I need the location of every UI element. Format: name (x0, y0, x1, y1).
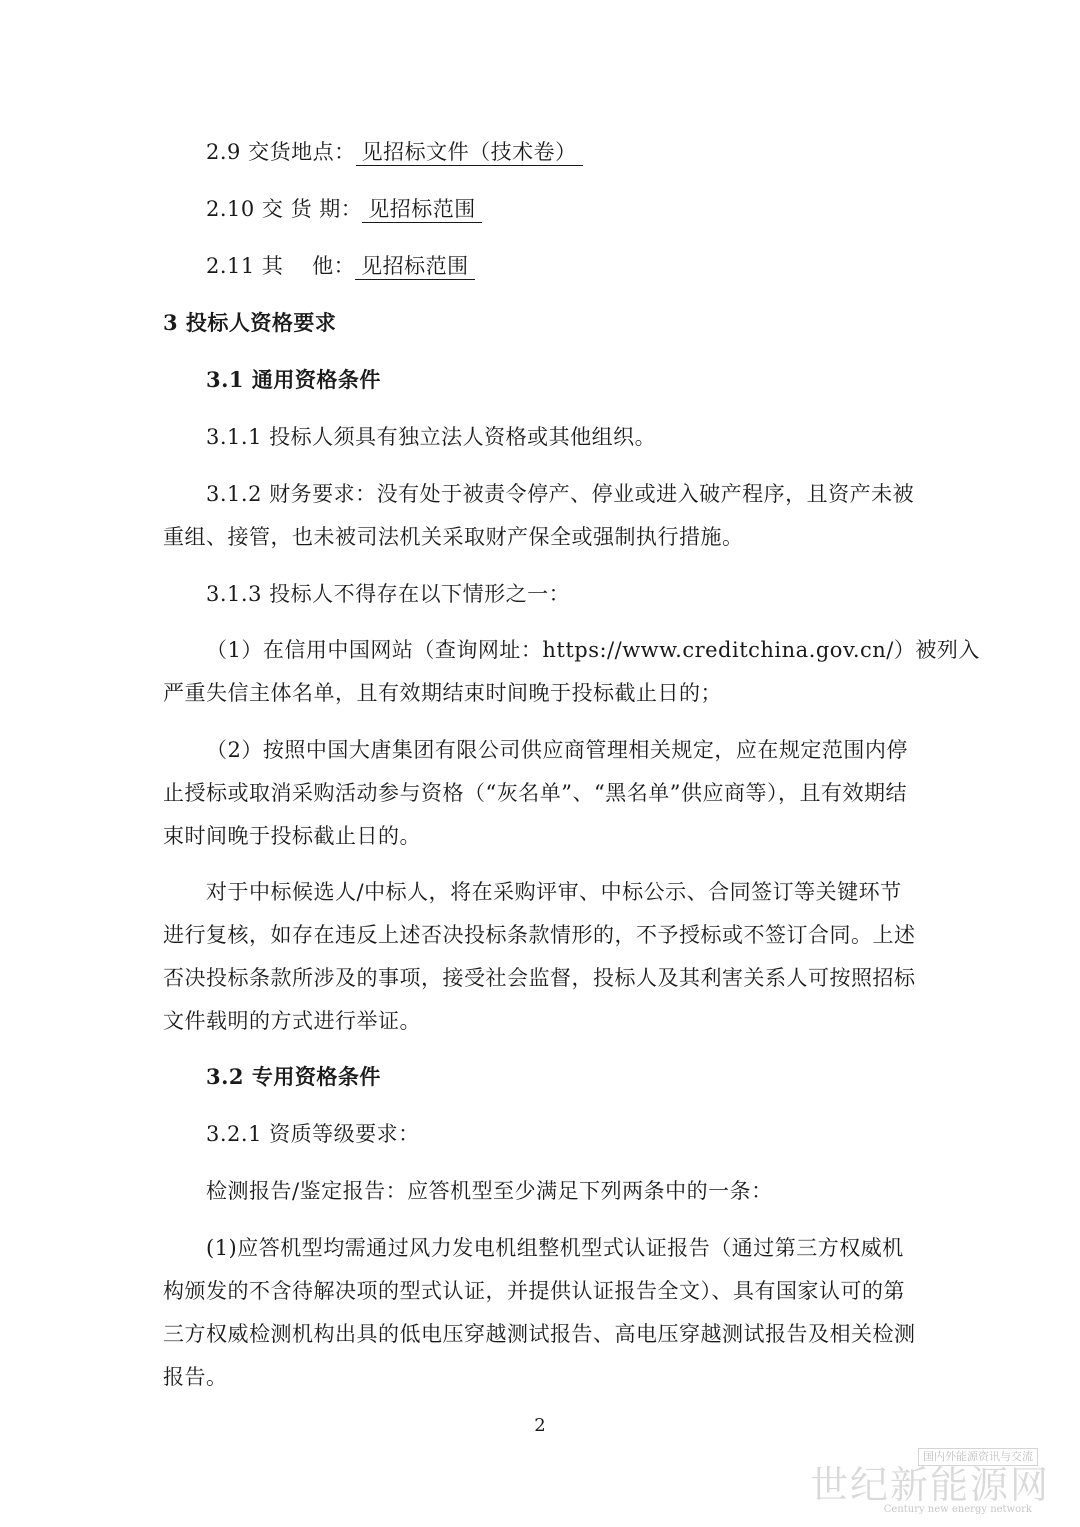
clause-3-1-2-line-2: 重组、接管，也未被司法机关采取财产保全或强制执行措施。 (163, 525, 744, 549)
section-3-heading: 3 投标人资格要求 (163, 310, 337, 335)
review-paragraph-line-4: 文件载明的方式进行举证。 (163, 1009, 421, 1033)
item-1-line-2: 严重失信主体名单，且有效期结束时间晚于投标截止日的； (163, 681, 722, 705)
item-1-line-1: （1）在信用中国网站（查询网址：https://www.creditchina.gov.cn/）被列入 (206, 638, 980, 662)
clause-3-1-1: 3.1.1 投标人须具有独立法人资格或其他组织。 (206, 425, 657, 449)
test-report-intro: 检测报告/鉴定报告：应答机型至少满足下列两条中的一条： (206, 1179, 773, 1203)
clause-3-1-2-line-1: 3.1.2 财务要求：没有处于被责令停产、停业或进入破产程序，且资产未被 (206, 482, 915, 506)
clause-3-1-3: 3.1.3 投标人不得存在以下情形之一： (206, 582, 571, 606)
watermark-tagline: 国内外能源资讯与交流 (918, 1448, 1038, 1466)
item-2-line-1: （2）按照中国大唐集团有限公司供应商管理相关规定，应在规定范围内停 (206, 738, 908, 762)
delivery-period-label: 2.10 交 货 期： (206, 197, 363, 221)
delivery-place-label: 2.9 交货地点： (206, 140, 356, 164)
other-value: 见招标范围 (355, 253, 475, 280)
page-number: 2 (534, 1415, 546, 1436)
item-2-line-3: 束时间晚于投标截止日的。 (163, 824, 421, 848)
section-3-2-heading: 3.2 专用资格条件 (206, 1064, 381, 1089)
watermark-title: 世纪新能源网 (809, 1463, 1050, 1507)
watermark-logo (809, 1448, 1050, 1518)
delivery-place-line (206, 138, 583, 166)
item-2-line-2: 止授标或取消采购活动参与资格（“灰名单”、“黑名单”供应商等），且有效期结 (163, 781, 907, 805)
clause-3-2-1: 3.2.1 资质等级要求： (206, 1122, 420, 1146)
requirement-1-line-4: 报告。 (163, 1365, 228, 1389)
delivery-period-line (206, 195, 482, 223)
requirement-1-line-2: 构颁发的不含待解决项的型式认证，并提供认证报告全文）、具有国家认可的第 (163, 1279, 905, 1303)
requirement-1-line-1: (1)应答机型均需通过风力发电机组整机型式认证报告（通过第三方权威机 (206, 1236, 904, 1260)
review-paragraph-line-1: 对于中标候选人/中标人，将在采购评审、中标公示、合同签订等关键环节 (206, 880, 902, 904)
other-line (206, 252, 475, 280)
section-3-1-heading: 3.1 通用资格条件 (206, 367, 381, 392)
requirement-1-line-3: 三方权威检测机构出具的低电压穿越测试报告、高电压穿越测试报告及相关检测 (163, 1322, 916, 1346)
review-paragraph-line-3: 否决投标条款所涉及的事项，接受社会监督，投标人及其利害关系人可按照招标 (163, 966, 916, 990)
watermark-english: Century new energy network (883, 1504, 1032, 1515)
delivery-place-value: 见招标文件（技术卷） (356, 139, 583, 166)
delivery-period-value: 见招标范围 (362, 196, 482, 223)
review-paragraph-line-2: 进行复核，如存在违反上述否决投标条款情形的，不予授标或不签订合同。上述 (163, 923, 916, 947)
other-label: 2.11 其 他： (206, 254, 356, 278)
